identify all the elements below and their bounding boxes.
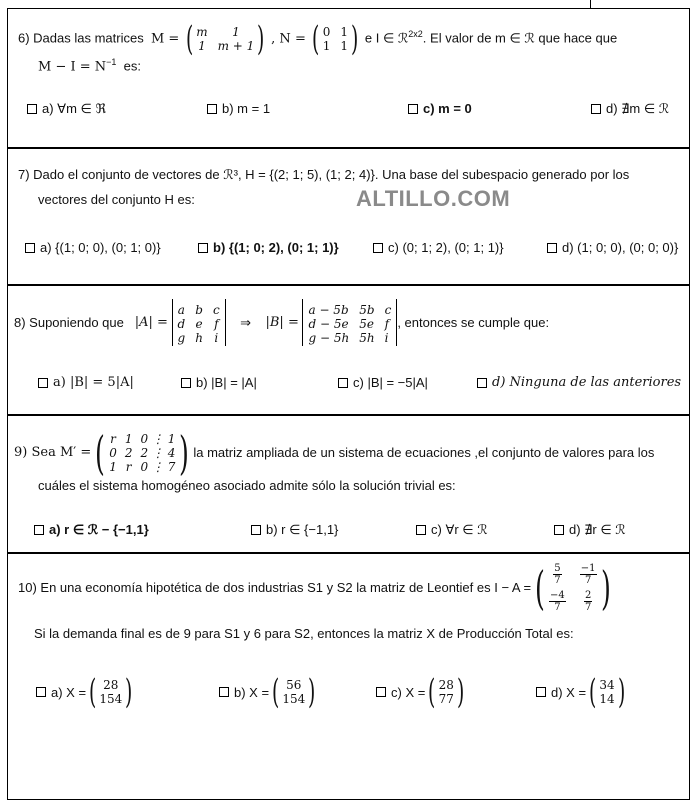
question-10-stem: 10) En una economía hipotética de dos industrias S1 y S2 la matriz de Leontief es I − A = ( $\frac{5}{7}$ $\frac{-1}{7}$ $\frac{-4}{7}$ $\frac{2}{7}$ ): [18, 563, 615, 613]
checkbox[interactable]: [416, 525, 426, 535]
checkbox[interactable]: [34, 525, 44, 535]
q6-option-b[interactable]: b) m = 1: [207, 101, 270, 116]
q9-option-a[interactable]: a) r ∈ ℛ − {−1,1}: [34, 522, 149, 538]
checkbox[interactable]: [219, 687, 229, 697]
watermark-logo: ALTILLO.COM: [356, 186, 511, 211]
checkbox[interactable]: [27, 104, 37, 114]
q9-option-c[interactable]: c) ∀r ∈ ℛ: [416, 522, 488, 538]
q9-option-b[interactable]: b) r ∈ {−1,1}: [251, 522, 338, 538]
checkbox[interactable]: [181, 378, 191, 388]
question-6-stem: 6) Dadas las matrices M = ( m 1 1 m + 1 ) , N = ( 0 1 1 1 ) e I ∈ ℛ$^{2x2}$. El valor de m ∈ ℛ que hace que: [18, 19, 618, 59]
question-8-stem: 8) Suponiendo que |A| = a b c d e f g h i ⇒ |B| = a − 5b 5b c d − 5e 5e f g − 5h 5h i , entonces se cumple que:: [14, 299, 549, 346]
matrix-M: ( m 1 1 m + 1 ): [185, 19, 265, 59]
top-edge-line: [590, 0, 591, 8]
q7-option-b[interactable]: b) {(1; 0; 2), (0; 1; 1)}: [198, 240, 339, 255]
checkbox[interactable]: [477, 378, 487, 388]
checkbox[interactable]: [536, 687, 546, 697]
question-9-stem: 9) Sea M′ = ( r 1 0 ⋮ 1 0 2 2 ⋮ 4 1 r 0 ⋮ 7 ) la matriz ampliada de un sistema de ecuaciones ,el conjunto de valores para los: [14, 426, 655, 480]
q6-option-a[interactable]: a) ∀m ∈ ℜ: [27, 101, 106, 117]
q7-option-c[interactable]: c) (0; 1; 2), (0; 1; 1)}: [373, 240, 504, 255]
q8-option-b[interactable]: b) |B| = |A|: [181, 375, 257, 390]
question-7-stem: 7) Dado el conjunto de vectores de ℛ³, H = {(2; 1; 5), (1; 2; 4)}. Una base del subespacio generado por los: [18, 167, 630, 182]
checkbox[interactable]: [373, 243, 383, 253]
checkbox[interactable]: [591, 104, 601, 114]
checkbox[interactable]: [554, 525, 564, 535]
augmented-matrix-M: ( r 1 0 ⋮ 1 0 2 2 ⋮ 4 1 r 0 ⋮ 7 ): [95, 426, 190, 480]
q10-option-b[interactable]: b) X = ( 56 154 ): [219, 675, 318, 709]
q6-option-d[interactable]: d) ∄m ∈ ℛ: [591, 101, 669, 117]
checkbox[interactable]: [338, 378, 348, 388]
determinant-B: a − 5b 5b c d − 5e 5e f g − 5h 5h i: [302, 299, 397, 346]
q10-option-a[interactable]: a) X = ( 28 154 ): [36, 675, 135, 709]
q10-option-c[interactable]: c) X = ( 28 77 ): [376, 675, 467, 709]
q8-option-c[interactable]: c) |B| = −5|A|: [338, 375, 428, 390]
question-10-stem-line2: Si la demanda final es de 9 para S1 y 6 para S2, entonces la matriz X de Producción Total es:: [34, 626, 574, 641]
checkbox[interactable]: [207, 104, 217, 114]
checkbox[interactable]: [376, 687, 386, 697]
q10-option-d[interactable]: d) X = ( 34 14 ): [536, 675, 628, 709]
checkbox[interactable]: [198, 243, 208, 253]
q7-option-a[interactable]: a) {(1; 0; 0), (0; 1; 0)}: [25, 240, 161, 255]
checkbox[interactable]: [408, 104, 418, 114]
checkbox[interactable]: [25, 243, 35, 253]
question-7-stem-line2: vectores del conjunto H es:: [38, 192, 195, 207]
q6-option-c[interactable]: c) m = 0: [408, 101, 472, 116]
q9-option-d[interactable]: d) ∄r ∈ ℛ: [554, 522, 626, 538]
q8-option-a[interactable]: a) |B| = 5|A|: [38, 375, 134, 390]
q8-option-d[interactable]: d) Ninguna de las anteriores: [477, 375, 681, 390]
checkbox[interactable]: [38, 378, 48, 388]
checkbox[interactable]: [547, 243, 557, 253]
determinant-A: a b c d e f g h i: [172, 299, 226, 346]
question-9-stem-line2: cuáles el sistema homogéneo asociado admite sólo la solución trivial es:: [38, 478, 456, 493]
leontief-matrix: ( $\frac{5}{7}$ $\frac{-1}{7}$ $\frac{-4}{7}$ $\frac{2}{7}$ ): [535, 561, 611, 615]
matrix-N: ( 0 1 1 1 ): [312, 19, 359, 59]
checkbox[interactable]: [251, 525, 261, 535]
checkbox[interactable]: [36, 687, 46, 697]
question-6-stem-line2: $M - I = N^{-1}$ es:: [38, 57, 141, 75]
q7-option-d[interactable]: d) (1; 0; 0), (0; 0; 0)}: [547, 240, 678, 255]
